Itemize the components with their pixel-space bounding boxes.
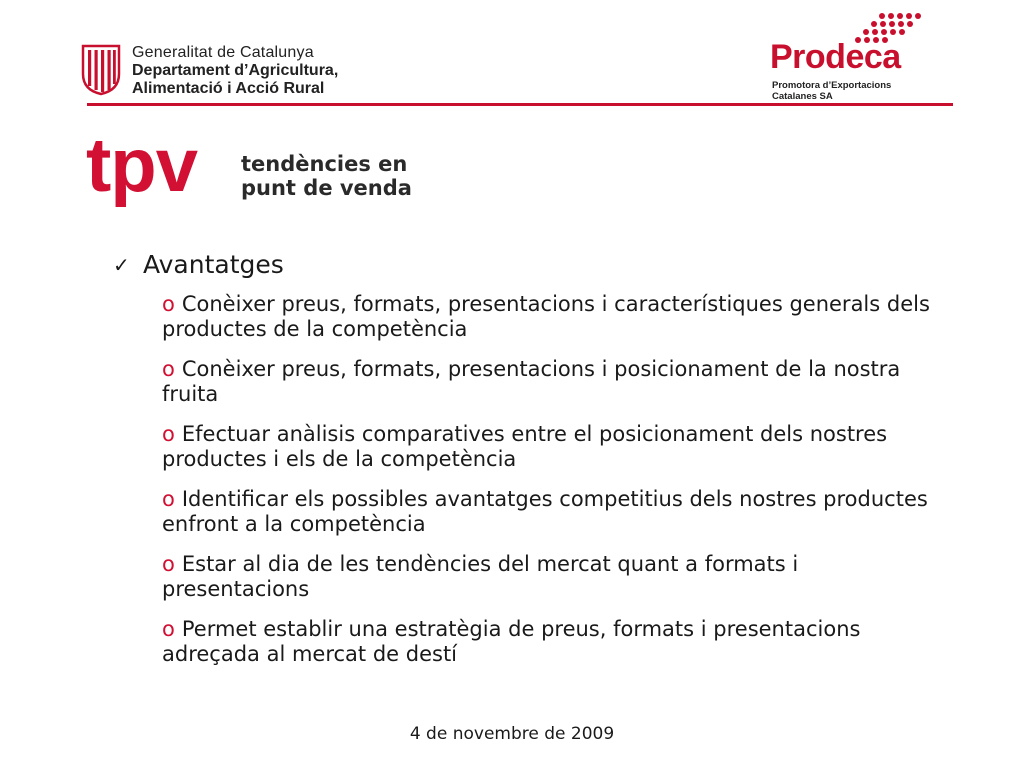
list-item-text: Estar al dia de les tendències del mercat quant a formats i presentacions bbox=[162, 552, 799, 601]
section-heading-text: Avantatges bbox=[143, 250, 284, 279]
bullet-marker: o bbox=[162, 552, 175, 576]
prodeca-subtitle-line1: Promotora d’Exportacions bbox=[772, 80, 892, 91]
list-item bbox=[162, 487, 942, 537]
title-subtitle-line2: punt de venda bbox=[241, 176, 412, 200]
header-divider bbox=[87, 103, 953, 106]
generalitat-logo bbox=[80, 44, 338, 98]
department-name-line1: Departament d’Agricultura, bbox=[132, 62, 339, 79]
prodeca-subtitle bbox=[772, 80, 891, 102]
department-name-line2: Alimentació i Acció Rural bbox=[132, 80, 325, 97]
bullet-marker: o bbox=[162, 292, 175, 316]
footer-date: 4 de novembre de 2009 bbox=[409, 724, 615, 744]
check-icon: ✓ bbox=[113, 252, 130, 277]
list-item bbox=[162, 292, 942, 342]
list-item-text: Efectuar anàlisis comparatives entre el posicionament dels nostres productes i els de la competència bbox=[162, 422, 888, 471]
bullet-marker: o bbox=[162, 357, 175, 381]
generalitat-name: Generalitat de Catalunya bbox=[132, 44, 314, 61]
list-item bbox=[162, 552, 942, 602]
prodeca-subtitle-line2: Catalanes SA bbox=[772, 91, 833, 102]
title-acronym: tpv bbox=[86, 123, 197, 208]
list-item bbox=[162, 617, 942, 667]
section-heading bbox=[113, 250, 284, 279]
bullet-marker: o bbox=[162, 617, 175, 641]
list-item bbox=[162, 422, 942, 472]
list-item-text: Conèixer preus, formats, presentacions i posicionament de la nostra fruita bbox=[162, 357, 901, 406]
list-item-text: Identificar els possibles avantatges competitius dels nostres productes enfront a la competència bbox=[162, 487, 928, 536]
title-subtitle bbox=[241, 152, 412, 200]
list-item bbox=[162, 357, 942, 407]
prodeca-logo bbox=[770, 10, 950, 100]
generalitat-emblem-icon bbox=[80, 44, 122, 96]
bullet-marker: o bbox=[162, 487, 175, 511]
list-item-text: Permet establir una estratègia de preus, formats i presentacions adreçada al mercat de destí bbox=[162, 617, 861, 666]
prodeca-name: Prodeca bbox=[770, 38, 901, 76]
bullet-marker: o bbox=[162, 422, 175, 446]
list-item-text: Conèixer preus, formats, presentacions i característiques generals dels productes de la competència bbox=[162, 292, 930, 341]
title-subtitle-line1: tendències en bbox=[241, 152, 408, 176]
advantages-list bbox=[162, 292, 942, 682]
